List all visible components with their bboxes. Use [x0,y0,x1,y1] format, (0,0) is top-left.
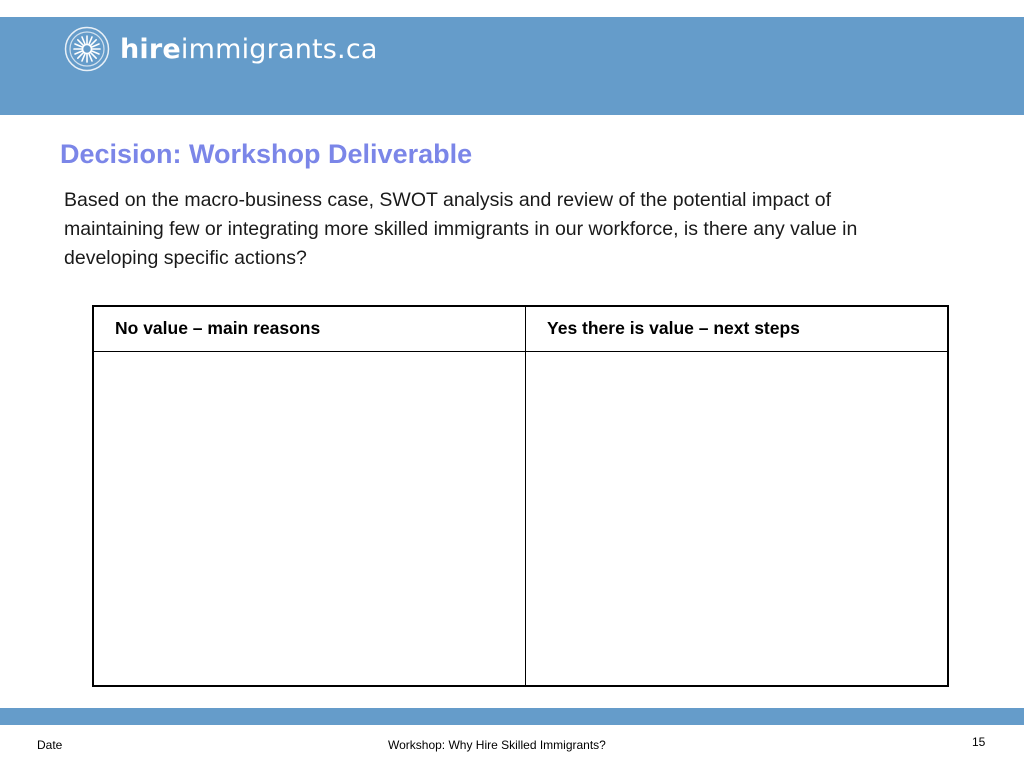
table-header-row [94,307,947,352]
column-header-no-value: No value – main reasons [94,307,526,352]
table-cell-yes-value [526,352,948,686]
logo-text-bold: hire [120,33,181,65]
column-header-yes-value: Yes there is value – next steps [526,307,948,352]
footer-band [0,708,1024,725]
slide-title: Decision: Workshop Deliverable [60,139,473,169]
footer-title: Workshop: Why Hire Skilled Immigrants? [388,738,606,752]
deliverable-table-grid [94,307,947,685]
hireimmigrants-logo [64,26,378,72]
logo-text-regular: immigrants.ca [180,33,378,65]
table-cell-no-value [94,352,526,686]
starburst-emblem-icon [64,26,110,72]
footer-date: Date [37,738,63,752]
page-number: 15 [972,735,986,749]
slide-body-text: Based on the macro-business case, SWOT analysis and review of the potential impact of maintaining few or integrating more skilled immigrants in our workforce, is there any value in developing specific actions? [64,189,858,269]
logo-wordmark [120,33,378,65]
table-row [94,352,947,686]
deliverable-table [92,305,949,687]
